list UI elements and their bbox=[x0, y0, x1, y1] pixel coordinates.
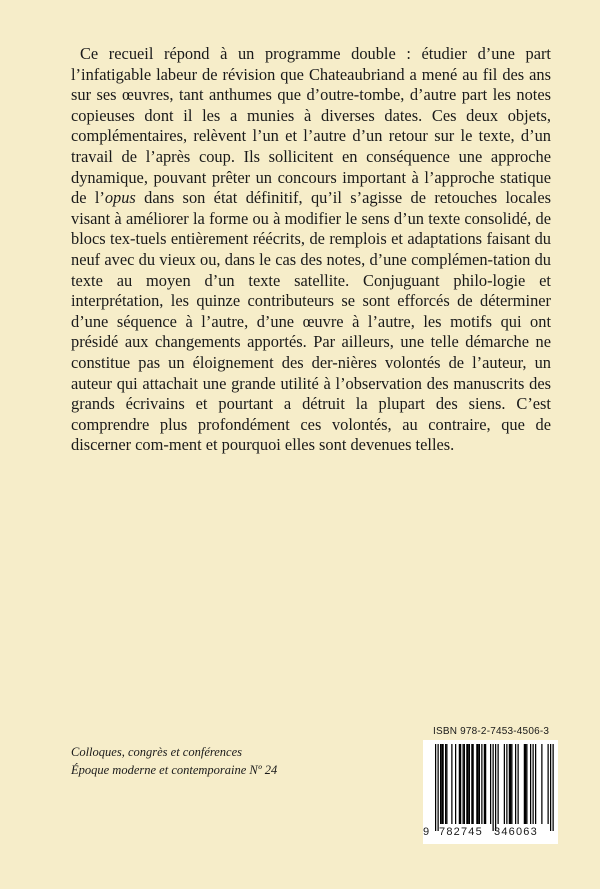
barcode-bar bbox=[518, 744, 519, 824]
blurb-line: des ans sur ses œuvres, tant anthumes que d’outre-tombe, bbox=[71, 64, 552, 105]
blurb-line: pourtant a détruit la plupart des siens. C’est comprendre plus bbox=[71, 394, 551, 434]
barcode-right-digits: 346063 bbox=[494, 826, 538, 838]
blurb-line: dates. Ces deux objets, complémentaires, relèvent l’un et l’autre bbox=[71, 105, 551, 146]
blurb-line: ment et pourquoi elles sont devenues telles. bbox=[168, 435, 455, 455]
barcode-bar bbox=[479, 744, 480, 824]
barcode-bar bbox=[504, 744, 505, 824]
isbn-label: ISBN 978-2-7453-4506-3 bbox=[433, 726, 550, 737]
barcode-bar bbox=[446, 744, 447, 824]
series-info bbox=[71, 743, 277, 779]
barcode-bar bbox=[451, 744, 452, 824]
blurb-line: utilité à l’observation des manuscrits des grands écrivains et bbox=[71, 373, 551, 414]
blurb-italic-word: opus bbox=[104, 188, 136, 208]
barcode-bar bbox=[441, 744, 442, 824]
series-subtitle: Époque moderne et contemporaine Nº 24 bbox=[71, 763, 278, 777]
barcode-bar bbox=[533, 744, 534, 824]
blurb-line: concours important à l’approche statique de l’ bbox=[71, 167, 551, 208]
barcode-bar bbox=[553, 744, 554, 831]
barcode-bar bbox=[511, 744, 512, 824]
barcode-bar bbox=[478, 744, 479, 824]
blurb-line: logie et interprétation, les quinze contributeurs se sont efforcés bbox=[71, 270, 551, 311]
barcode-bar bbox=[498, 744, 499, 824]
blurb-line: forme ou à modifier le sens d’un texte consolidé, de blocs tex- bbox=[71, 208, 551, 249]
barcode-bar bbox=[476, 744, 477, 824]
barcode-bar bbox=[438, 744, 439, 831]
blurb-line: motifs qui ont présidé aux changements apportés. Par ailleurs, bbox=[71, 311, 552, 352]
barcode-left-digits: 782745 bbox=[439, 826, 483, 838]
barcode-bar bbox=[445, 744, 446, 824]
barcode-bar bbox=[485, 744, 486, 824]
barcode-bar bbox=[460, 744, 461, 824]
barcode-bar bbox=[490, 744, 491, 824]
barcode-bar bbox=[515, 744, 516, 824]
blurb-line: l’infatigable labeur de révision que Chateaubriand a mené au fil bbox=[71, 64, 498, 84]
blurb-line: de déterminer d’une séquence à l’autre, d’une œuvre à l’autre, les bbox=[71, 291, 551, 331]
barcode-bar bbox=[435, 744, 436, 831]
barcode-bar bbox=[506, 744, 507, 824]
barcode-bar bbox=[524, 744, 525, 824]
barcode-bar bbox=[473, 744, 474, 824]
barcode-bar bbox=[468, 744, 469, 824]
barcode-bar bbox=[455, 744, 456, 824]
barcode-bar bbox=[466, 744, 467, 824]
blurb-line: une telle démarche ne constitue pas un éloignement des der- bbox=[71, 332, 551, 372]
barcode-bar bbox=[541, 744, 542, 824]
barcode-bar bbox=[510, 744, 511, 824]
blurb-text bbox=[71, 44, 551, 456]
barcode-bar bbox=[463, 744, 464, 824]
barcode-bar bbox=[550, 744, 551, 831]
blurb-line: d’autre part les notes copieuses dont il les a munies à diverses bbox=[71, 85, 551, 125]
barcode-bar bbox=[509, 744, 510, 824]
barcode-bar bbox=[525, 744, 526, 824]
barcode-bar bbox=[493, 744, 494, 831]
blurb-line: neuf avec du vieux ou, dans le cas des notes, d’une complémen- bbox=[71, 249, 493, 269]
barcode-first-digit: 9 bbox=[423, 826, 431, 838]
barcode-bar bbox=[471, 744, 472, 824]
barcode-bar bbox=[495, 744, 496, 831]
barcode-bar bbox=[443, 744, 444, 824]
blurb-line: Ce recueil répond à un programme double : étudier d’une part bbox=[80, 44, 551, 63]
blurb-line: profondément ces volontés, au contraire, que de discerner com- bbox=[71, 414, 551, 455]
barcode-bar bbox=[469, 744, 470, 824]
blurb-paragraph bbox=[71, 44, 551, 456]
blurb-line: tuels entièrement réécrits, de remplois et adaptations faisant du bbox=[135, 229, 551, 249]
barcode-bar bbox=[530, 744, 531, 824]
barcode-bar bbox=[481, 744, 482, 824]
barcode-bar bbox=[535, 744, 536, 824]
barcode-bar bbox=[459, 744, 460, 824]
blurb-line: tation du texte au moyen d’un texte satellite. Conjuguant philo- bbox=[71, 249, 551, 290]
blurb-line: en conséquence une approche dynamique, pouvant prêter un bbox=[71, 146, 551, 187]
barcode-bar bbox=[526, 744, 527, 824]
barcode-bar bbox=[548, 744, 549, 824]
barcode-bar bbox=[484, 744, 485, 824]
barcode-bar bbox=[464, 744, 465, 824]
blurb-line: nières volontés de l’auteur, un auteur qui attachait une grande bbox=[71, 352, 551, 393]
blurb-line: dans son état bbox=[135, 188, 238, 208]
barcode bbox=[423, 740, 558, 844]
blurb-line: définitif, qu’il s’agisse de retouches locales visant à améliorer la bbox=[71, 188, 551, 228]
barcode-bar bbox=[440, 744, 441, 824]
series-collection-title: Colloques, congrès et conférences bbox=[71, 745, 243, 759]
blurb-line: d’un retour sur le texte, d’un travail de l’après coup. Ils sollicitent bbox=[71, 126, 551, 166]
